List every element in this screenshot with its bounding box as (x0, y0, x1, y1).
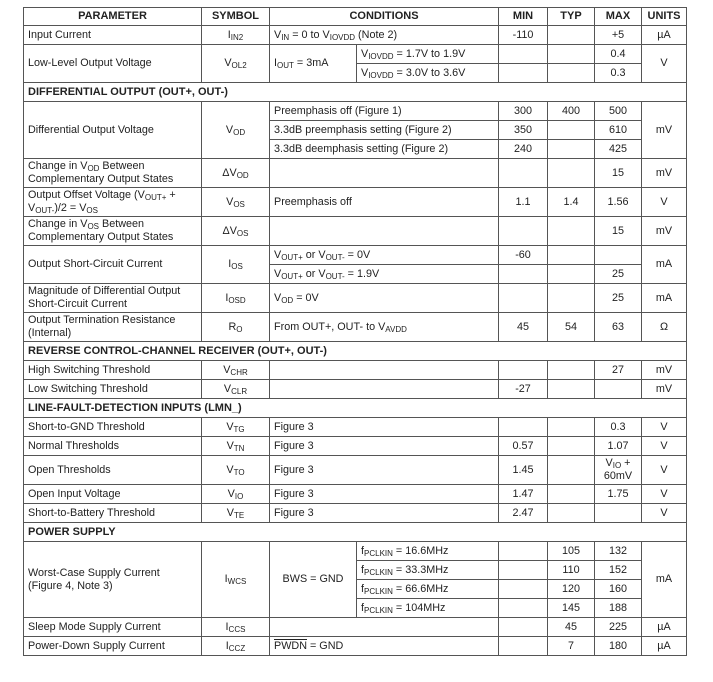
section-row (24, 399, 687, 418)
header-max: MAX (595, 8, 642, 26)
max-short-gnd: 0.3 (595, 418, 642, 437)
header-row (24, 8, 687, 26)
header-units: UNITS (642, 8, 687, 26)
typ-worst-4: 145 (548, 599, 595, 618)
max-offset: 1.56 (595, 188, 642, 217)
freq-worst-4: $f_{PCLKIN} = 104MHz$ (357, 599, 499, 618)
param-worst: Worst-Case Supply Current (Figure 4, Note 3) (24, 542, 202, 618)
max-mag-diff: 25 (595, 284, 642, 313)
cond-low-level-sub2: $V_{IOVDD} = 3.0V$ to 3.6V (357, 64, 499, 83)
table-row (24, 637, 687, 656)
symbol-low-sw: $V_{CLR}$ (202, 380, 270, 399)
min-normal: 0.57 (499, 437, 548, 456)
symbol-termination: $R_O$ (202, 313, 270, 342)
max-worst-1: 132 (595, 542, 642, 561)
electrical-characteristics-table (23, 7, 687, 656)
cond-open-threshold: Figure 3 (270, 456, 499, 485)
header-symbol: SYMBOL (202, 8, 270, 26)
param-mag-diff: Magnitude of Differential Output Short-Circuit Current (24, 284, 202, 313)
param-low-sw: Low Switching Threshold (24, 380, 202, 399)
max-high-sw: 27 (595, 361, 642, 380)
table-row (24, 437, 687, 456)
symbol-short-gnd: $V_{TG}$ (202, 418, 270, 437)
param-short-bat: Short-to-Battery Threshold (24, 504, 202, 523)
cond-open-input: Figure 3 (270, 485, 499, 504)
max-open-input: 1.75 (595, 485, 642, 504)
units-high-sw: mV (642, 361, 687, 380)
typ-termination: 54 (548, 313, 595, 342)
max-sleep: 225 (595, 618, 642, 637)
table-row (24, 102, 687, 121)
param-short-circuit: Output Short-Circuit Current (24, 246, 202, 284)
param-termination: Output Termination Resistance (Internal) (24, 313, 202, 342)
param-open-threshold: Open Thresholds (24, 456, 202, 485)
table-row (24, 217, 687, 246)
max-change-vod: 15 (595, 159, 642, 188)
max-low-level-2: 0.3 (595, 64, 642, 83)
max-open-threshold: $V_{IO}$ + 60mV (595, 456, 642, 485)
param-offset: Output Offset Voltage ($V_{OUT+}$ + $V_{OUT-})/2 = V_{OS}$ (24, 188, 202, 217)
units-input-current: µA (642, 26, 687, 45)
cond-short-bat: Figure 3 (270, 504, 499, 523)
param-high-sw: High Switching Threshold (24, 361, 202, 380)
units-offset: V (642, 188, 687, 217)
symbol-input-current: $I_{IN2}$ (202, 26, 270, 45)
max-normal: 1.07 (595, 437, 642, 456)
symbol-short-bat: $V_{TE}$ (202, 504, 270, 523)
max-change-vos: 15 (595, 217, 642, 246)
max-worst-2: 152 (595, 561, 642, 580)
symbol-short-circuit: $I_{OS}$ (202, 246, 270, 284)
param-normal: Normal Thresholds (24, 437, 202, 456)
symbol-change-vos: $\Delta V_{OS}$ (202, 217, 270, 246)
table-row (24, 188, 687, 217)
param-input-current: Input Current (24, 26, 202, 45)
table-row (24, 45, 687, 64)
param-diff-voltage: Differential Output Voltage (24, 102, 202, 159)
table-row (24, 380, 687, 399)
table-row (24, 361, 687, 380)
cond-input-current: $V_{IN} = 0$ to $V_{IOVDD}$ (Note 2) (270, 26, 499, 45)
param-sleep: Sleep Mode Supply Current (24, 618, 202, 637)
section-differential-output: DIFFERENTIAL OUTPUT (OUT+, OUT-) (24, 83, 687, 102)
max-input-current: +5 (595, 26, 642, 45)
header-typ: TYP (548, 8, 595, 26)
units-worst: mA (642, 542, 687, 618)
max-diff-1: 500 (595, 102, 642, 121)
symbol-high-sw: $V_{CHR}$ (202, 361, 270, 380)
max-short-circuit: 25 (595, 265, 642, 284)
typ-input-current (548, 26, 595, 45)
units-change-vos: mV (642, 217, 687, 246)
typ-sleep: 45 (548, 618, 595, 637)
min-input-current: -110 (499, 26, 548, 45)
param-pdown: Power-Down Supply Current (24, 637, 202, 656)
freq-worst-3: $f_{PCLKIN} = 66.6MHz$ (357, 580, 499, 599)
cond-low-level-sub1: $V_{IOVDD} = 1.7V$ to 1.9V (357, 45, 499, 64)
cond-short-circuit-2: $V_{OUT+}$ or $V_{OUT-} = 1.9V$ (270, 265, 499, 284)
symbol-change-vod: $\Delta V_{OD}$ (202, 159, 270, 188)
table-row (24, 485, 687, 504)
freq-worst-1: $f_{PCLKIN} = 16.6MHz$ (357, 542, 499, 561)
max-termination: 63 (595, 313, 642, 342)
min-low-sw: -27 (499, 380, 548, 399)
typ-worst-2: 110 (548, 561, 595, 580)
cond-mag-diff: $V_{OD} = 0V$ (270, 284, 499, 313)
section-row (24, 83, 687, 102)
typ-pdown: 7 (548, 637, 595, 656)
header-parameter: PARAMETER (24, 8, 202, 26)
symbol-mag-diff: $I_{OSD}$ (202, 284, 270, 313)
units-mag-diff: mA (642, 284, 687, 313)
section-power-supply: POWER SUPPLY (24, 523, 687, 542)
units-sleep: µA (642, 618, 687, 637)
min-diff-1: 300 (499, 102, 548, 121)
symbol-sleep: $I_{CCS}$ (202, 618, 270, 637)
min-short-bat: 2.47 (499, 504, 548, 523)
section-row (24, 342, 687, 361)
units-open-threshold: V (642, 456, 687, 485)
units-pdown: µA (642, 637, 687, 656)
units-low-sw: mV (642, 380, 687, 399)
cond-normal: Figure 3 (270, 437, 499, 456)
param-change-vod: Change in $V_{OD}$ Between Complementary Output States (24, 159, 202, 188)
max-low-level-1: 0.4 (595, 45, 642, 64)
table-row (24, 313, 687, 342)
max-worst-4: 188 (595, 599, 642, 618)
min-open-threshold: 1.45 (499, 456, 548, 485)
table-row (24, 246, 687, 265)
min-termination: 45 (499, 313, 548, 342)
units-change-vod: mV (642, 159, 687, 188)
param-change-vos: Change in $V_{OS}$ Between Complementary Output States (24, 217, 202, 246)
symbol-offset: $V_{OS}$ (202, 188, 270, 217)
units-normal: V (642, 437, 687, 456)
symbol-pdown: $I_{CCZ}$ (202, 637, 270, 656)
table-row (24, 542, 687, 561)
cond-short-circuit-1: $V_{OUT+}$ or $V_{OUT-} = 0V$ (270, 246, 499, 265)
max-diff-3: 425 (595, 140, 642, 159)
table-row (24, 159, 687, 188)
cond-low-level: $I_{OUT} = 3mA$ (270, 45, 357, 83)
table-row (24, 504, 687, 523)
symbol-open-threshold: $V_{TO}$ (202, 456, 270, 485)
symbol-diff-voltage: $V_{OD}$ (202, 102, 270, 159)
units-termination: Ω (642, 313, 687, 342)
max-pdown: 180 (595, 637, 642, 656)
cond-diff-1: Preemphasis off (Figure 1) (270, 102, 499, 121)
units-diff-voltage: mV (642, 102, 687, 159)
freq-worst-2: $f_{PCLKIN} = 33.3MHz$ (357, 561, 499, 580)
symbol-worst: $I_{WCS}$ (202, 542, 270, 618)
cond-worst: BWS = GND (270, 542, 357, 618)
table-row (24, 418, 687, 437)
cond-pdown: PWDN = GND (270, 637, 499, 656)
units-low-level: V (642, 45, 687, 83)
typ-worst-1: 105 (548, 542, 595, 561)
symbol-low-level: $V_{OL2}$ (202, 45, 270, 83)
symbol-normal: $V_{TN}$ (202, 437, 270, 456)
typ-diff-1: 400 (548, 102, 595, 121)
cond-termination: From OUT+, OUT- to $V_{AVDD}$ (270, 313, 499, 342)
max-worst-3: 160 (595, 580, 642, 599)
param-short-gnd: Short-to-GND Threshold (24, 418, 202, 437)
typ-offset: 1.4 (548, 188, 595, 217)
section-row (24, 523, 687, 542)
table-row (24, 26, 687, 45)
param-low-level: Low-Level Output Voltage (24, 45, 202, 83)
min-open-input: 1.47 (499, 485, 548, 504)
units-short-circuit: mA (642, 246, 687, 284)
section-reverse-control: REVERSE CONTROL-CHANNEL RECEIVER (OUT+, OUT-) (24, 342, 687, 361)
units-short-bat: V (642, 504, 687, 523)
table-row (24, 284, 687, 313)
min-diff-3: 240 (499, 140, 548, 159)
min-short-circuit: -60 (499, 246, 548, 265)
cond-diff-2: 3.3dB preemphasis setting (Figure 2) (270, 121, 499, 140)
cond-short-gnd: Figure 3 (270, 418, 499, 437)
symbol-open-input: $V_{IO}$ (202, 485, 270, 504)
min-offset: 1.1 (499, 188, 548, 217)
table-row (24, 456, 687, 485)
header-min: MIN (499, 8, 548, 26)
cond-diff-3: 3.3dB deemphasis setting (Figure 2) (270, 140, 499, 159)
units-short-gnd: V (642, 418, 687, 437)
section-line-fault: LINE-FAULT-DETECTION INPUTS (LMN_) (24, 399, 687, 418)
table-row (24, 618, 687, 637)
min-diff-2: 350 (499, 121, 548, 140)
typ-worst-3: 120 (548, 580, 595, 599)
cond-offset: Preemphasis off (270, 188, 499, 217)
header-conditions: CONDITIONS (270, 8, 499, 26)
units-open-input: V (642, 485, 687, 504)
max-diff-2: 610 (595, 121, 642, 140)
param-open-input: Open Input Voltage (24, 485, 202, 504)
